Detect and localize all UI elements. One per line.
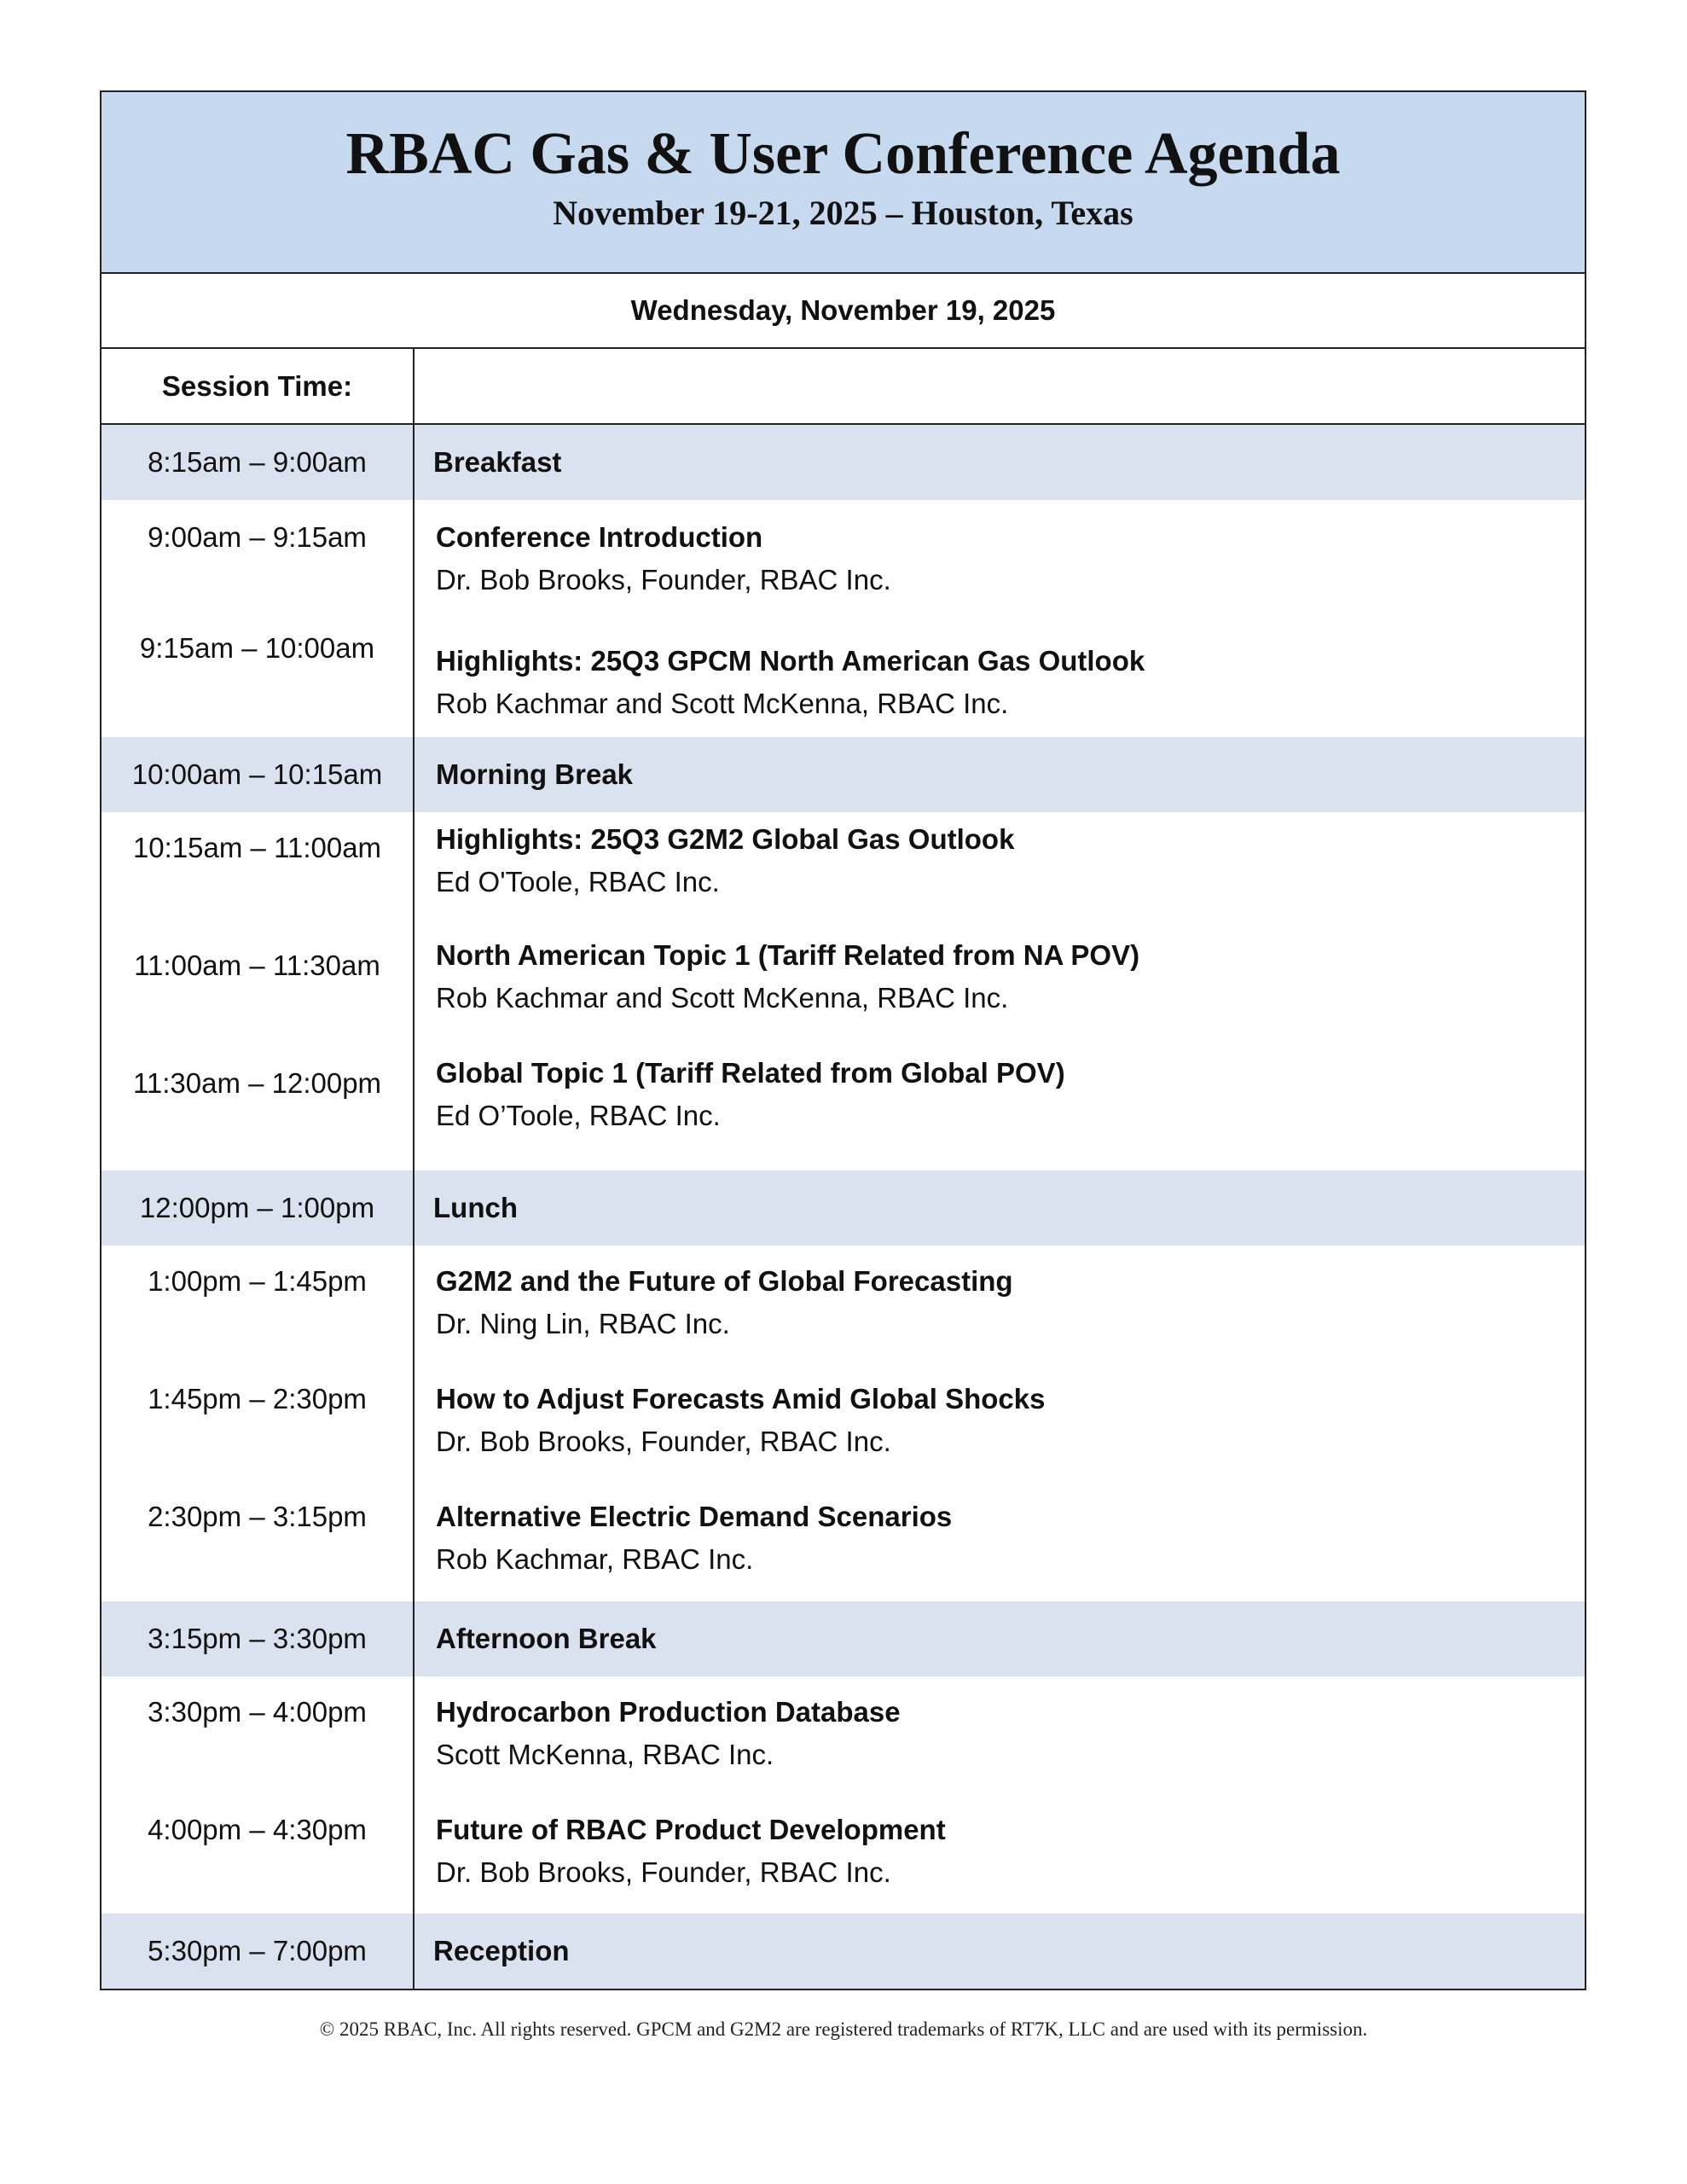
session-title: Hydrocarbon Production Database: [436, 1696, 901, 1728]
session-time-header: Session Time:: [101, 349, 415, 423]
session-speaker: Dr. Bob Brooks, Founder, RBAC Inc.: [436, 1856, 891, 1888]
agenda-row: [101, 1363, 1585, 1481]
copyright-footer: © 2025 RBAC, Inc. All rights reserved. GPCM and G2M2 are registered trademarks of RT7K, LLC and are used with its permission.: [319, 2018, 1368, 2040]
session-speaker: Rob Kachmar, RBAC Inc.: [436, 1543, 754, 1575]
agenda-title: RBAC Gas & User Conference Agenda: [345, 121, 1341, 187]
session-speaker: Dr. Bob Brooks, Founder, RBAC Inc.: [436, 1426, 891, 1457]
session-speaker: Ed O’Toole, RBAC Inc.: [436, 1100, 721, 1131]
session-speaker: Rob Kachmar and Scott McKenna, RBAC Inc.: [436, 982, 1009, 1014]
session-speaker: Scott McKenna, RBAC Inc.: [436, 1739, 774, 1770]
session-title: Future of RBAC Product Development: [436, 1814, 946, 1845]
session-time: 12:00pm – 1:00pm: [101, 1170, 415, 1246]
session-time: 9:00am – 9:15am: [101, 500, 415, 619]
session-time: 1:45pm – 2:30pm: [101, 1363, 415, 1481]
agenda-row-morning-break: [101, 737, 1585, 812]
session-title: Reception: [433, 1935, 570, 1966]
agenda-table: [100, 90, 1586, 1990]
agenda-subtitle: November 19-21, 2025 – Houston, Texas: [553, 194, 1133, 232]
session-time: 10:15am – 11:00am: [101, 812, 415, 930]
session-time: 11:00am – 11:30am: [101, 930, 415, 1048]
agenda-row: [101, 930, 1585, 1048]
agenda-row: [101, 1048, 1585, 1170]
session-time: 1:00pm – 1:45pm: [101, 1246, 415, 1363]
session-title: Highlights: 25Q3 GPCM North American Gas Outlook: [436, 645, 1145, 677]
session-title: Afternoon Break: [436, 1623, 657, 1654]
agenda-row: [101, 1794, 1585, 1914]
session-title: How to Adjust Forecasts Amid Global Shocks: [436, 1383, 1046, 1414]
agenda-row: [101, 619, 1585, 737]
session-time: 3:30pm – 4:00pm: [101, 1676, 415, 1794]
session-time: 8:15am – 9:00am: [101, 425, 415, 500]
agenda-row-lunch: [101, 1170, 1585, 1246]
session-title: Breakfast: [433, 446, 562, 478]
column-header-row: [101, 349, 1585, 425]
agenda-row: [101, 500, 1585, 619]
session-title: Highlights: 25Q3 G2M2 Global Gas Outlook: [436, 823, 1015, 855]
session-time: 4:00pm – 4:30pm: [101, 1794, 415, 1914]
session-time: 5:30pm – 7:00pm: [101, 1914, 415, 1989]
agenda-row-afternoon-break: [101, 1601, 1585, 1676]
agenda-row: [101, 1676, 1585, 1794]
session-speaker: Dr. Ning Lin, RBAC Inc.: [436, 1308, 730, 1339]
agenda-row-breakfast: [101, 425, 1585, 500]
session-time: 10:00am – 10:15am: [101, 737, 415, 812]
agenda-row: [101, 1481, 1585, 1601]
session-title: Alternative Electric Demand Scenarios: [436, 1501, 953, 1532]
session-time: 2:30pm – 3:15pm: [101, 1481, 415, 1601]
session-title: Morning Break: [436, 758, 634, 790]
session-speaker: Dr. Bob Brooks, Founder, RBAC Inc.: [436, 564, 891, 595]
day-heading: Wednesday, November 19, 2025: [101, 274, 1585, 349]
agenda-row: [101, 812, 1585, 930]
agenda-header: [101, 92, 1585, 274]
session-speaker: Ed O'Toole, RBAC Inc.: [436, 866, 720, 897]
session-title: Lunch: [433, 1192, 518, 1223]
session-time: 11:30am – 12:00pm: [101, 1048, 415, 1170]
session-title: Global Topic 1 (Tariff Related from Global POV): [436, 1057, 1065, 1089]
topic-header: [415, 349, 1585, 423]
session-speaker: Rob Kachmar and Scott McKenna, RBAC Inc.: [436, 688, 1009, 719]
session-title: North American Topic 1 (Tariff Related from NA POV): [436, 939, 1140, 971]
session-time: 9:15am – 10:00am: [101, 619, 415, 737]
agenda-row-reception: [101, 1914, 1585, 1989]
agenda-row: [101, 1246, 1585, 1363]
session-title: G2M2 and the Future of Global Forecasting: [436, 1265, 1013, 1297]
session-title: Conference Introduction: [436, 521, 763, 553]
session-time: 3:15pm – 3:30pm: [101, 1601, 415, 1676]
